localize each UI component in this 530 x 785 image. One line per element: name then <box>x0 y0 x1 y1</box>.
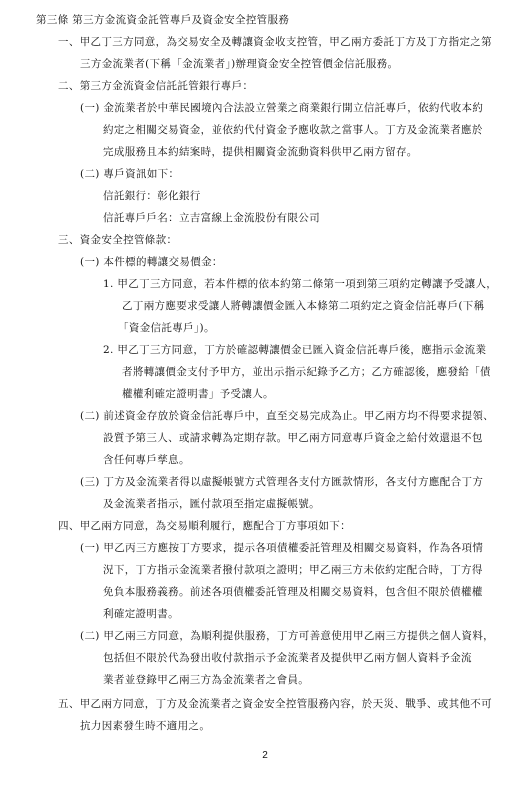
section-3-sub-2-line-3: 權權利確定證明書」予受讓人。 <box>122 388 274 400</box>
section-2-item-2-line-1: (二) 專戶資訊如下： <box>80 168 180 180</box>
section-3-item-3-line-1: (三) 丁方及金流業者得以虛擬帳號方式管理各支付方匯款情形，各支付方應配合丁方 <box>80 476 484 488</box>
section-3-sub-1-line-2: 乙丁兩方應要求受讓人將轉讓價金匯入本條第二項約定之資金信託專戶(下稱 <box>122 300 485 312</box>
trust-bank: 信託銀行：彰化銀行 <box>103 190 201 202</box>
section-4-item-2-line-1: (二) 甲乙兩三方同意，為順利提供服務，丁方可善意使用甲乙兩三方提供之個人資料， <box>80 630 495 642</box>
section-4-item-1-line-3: 免負本服務義務。前述各項債權委託管理及相關交易資料，包含但不限於債權權 <box>103 586 483 598</box>
section-4-heading: 四、甲乙兩方同意，為交易順利履行，應配合丁方事項如下： <box>58 520 351 532</box>
page-number: 2 <box>262 750 268 761</box>
section-5-line-1: 五、甲乙兩方同意，丁方及金流業者之資金安全控管服務內容，於天災、戰爭、或其他不可 <box>58 698 492 710</box>
section-1-line-2: 三方金流業者(下稱「金流業者」)辦理資金安全控管價金信託服務。 <box>80 58 399 70</box>
section-2-item-1-line-2: 約定之相關交易資金，並依約代付資金予應收款之當事人。丁方及金流業者應於 <box>103 124 483 136</box>
section-4-item-2-line-3: 業者並登錄甲乙兩三方為金流業者之會員。 <box>103 674 310 686</box>
section-4-item-1-line-2: 況下，丁方指示金流業者撥付款項之證明；甲乙兩三方未依約定配合時，丁方得 <box>103 564 483 576</box>
section-3-item-2-line-2: 設質予第三人、或請求轉為定期存款。甲乙兩方同意專戶資金之給付效還退不包 <box>103 432 483 444</box>
section-3-sub-1-line-1: 1. 甲乙丁三方同意，若本件標的依本約第二條第一項到第三項約定轉讓予受讓人， <box>103 278 498 290</box>
section-3-sub-1-line-3: 「資金信託專戶」)。 <box>118 322 215 334</box>
trust-account-name: 信託專戶戶名：立吉富線上金流股份有限公司 <box>103 212 320 224</box>
section-2-heading: 二、第三方金流資金信託託管銀行專戶： <box>58 80 254 92</box>
section-2-item-1-line-3: 完成服務且本約結案時，提供相關資金流動資料供甲乙兩方留存。 <box>103 146 418 158</box>
section-5-line-2: 抗力因素發生時不適用之。 <box>80 720 211 732</box>
article-heading: 第三條 第三方金流資金託管專戶及資金安全控管服務 <box>36 14 290 26</box>
section-3-item-3-line-2: 及金流業者指示，匯付款項至指定虛擬帳號。 <box>103 498 320 510</box>
section-3-item-2-line-3: 含任何專戶孳息。 <box>103 454 190 466</box>
section-3-item-1-line-1: (一) 本件標的轉讓交易價金： <box>80 256 223 268</box>
section-4-item-1-line-1: (一) 甲乙丙三方應按丁方要求，提示各項債權委託管理及相關交易資料，作為各項情 <box>80 542 484 554</box>
section-3-item-2-line-1: (二) 前述資金存放於資金信託專戶中，直至交易完成為止。甲乙兩方均不得要求提領、 <box>80 410 495 422</box>
section-3-heading: 三、資金安全控管條款： <box>58 234 178 246</box>
section-3-sub-2-line-1: 2. 甲乙丁三方同意，丁方於確認轉讓價金已匯入資金信託專戶後，應指示金流業 <box>103 344 487 356</box>
section-3-sub-2-line-2: 者將轉讓價金支付予甲方，並出示指示紀錄予乙方；乙方確認後，應發給「債 <box>122 366 491 378</box>
section-4-item-2-line-2: 包括但不限於代為發出收付款指示予金流業者及提供甲乙兩方個人資料予金流 <box>103 652 472 664</box>
section-4-item-1-line-4: 利確定證明書。 <box>103 608 179 620</box>
section-2-item-1-line-1: (一) 金流業者於中華民國境內合法設立營業之商業銀行開立信託專戶，依約代收本約 <box>80 102 484 114</box>
section-1-line-1: 一、甲乙丁三方同意，為交易安全及轉讓資金收支控管，甲乙兩方委託丁方及丁方指定之第 <box>58 36 492 48</box>
